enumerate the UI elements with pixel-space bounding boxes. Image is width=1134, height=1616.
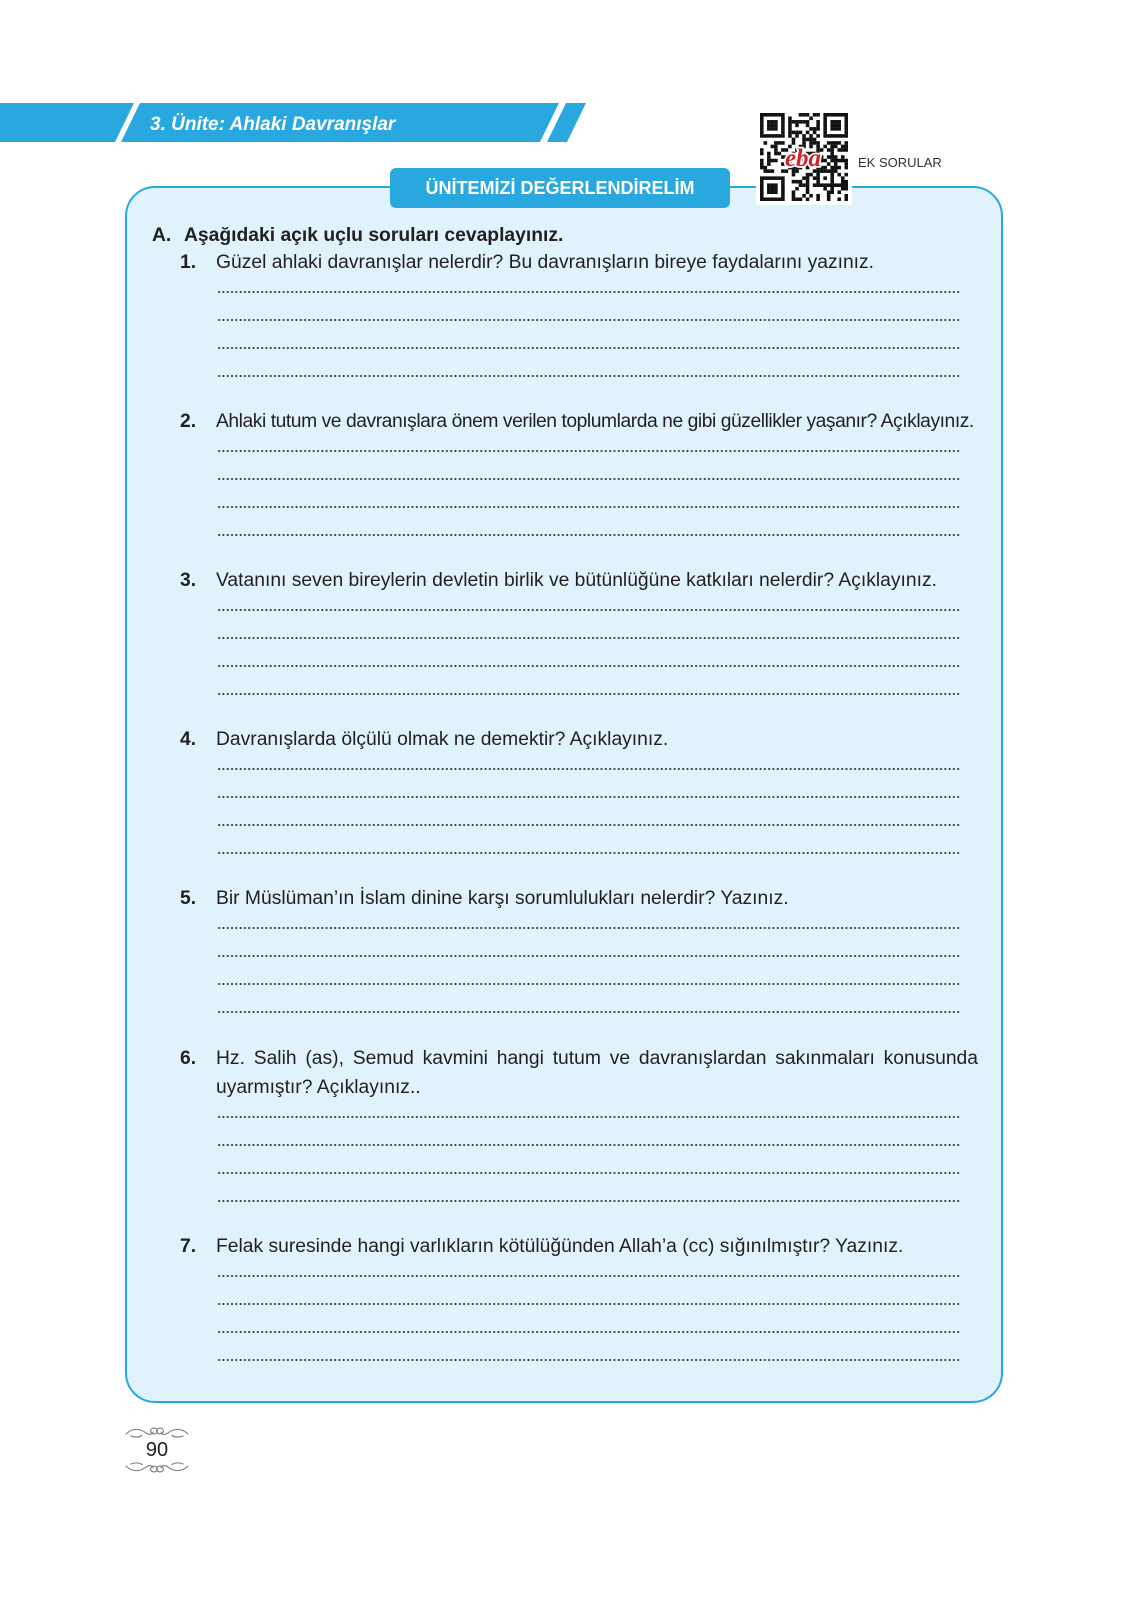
question-6 — [0, 1044, 1134, 1214]
answer-line — [217, 623, 960, 651]
question-number: 4. — [180, 729, 197, 750]
answer-lines — [217, 595, 960, 707]
answer-line — [217, 1186, 960, 1214]
answer-line — [217, 679, 960, 707]
question-text: Hz. Salih (as), Semud kavmini hangi tutum ve davranışlardan sakınmaları konusunda uyarmıştır? Açıklayınız.. — [216, 1048, 978, 1098]
qr-code — [756, 109, 852, 205]
question-1 — [0, 249, 1134, 389]
question-text: Ahlaki tutum ve davranışlara önem verilen toplumlarda ne gibi güzellikler yaşanır? Açıklayınız. — [216, 411, 974, 432]
answer-line — [217, 1158, 960, 1186]
answer-line — [217, 1261, 960, 1289]
answer-lines — [217, 1102, 960, 1214]
question-number: 2. — [180, 411, 197, 432]
question-text: Bir Müslüman’ın İslam dinine karşı sorumlulukları nelerdir? Yazınız. — [216, 888, 789, 909]
question-text: Davranışlarda ölçülü olmak ne demektir? Açıklayınız. — [216, 729, 669, 750]
answer-line — [217, 520, 960, 548]
eba-logo: eba — [784, 145, 822, 172]
part-heading — [0, 223, 1134, 249]
question-number: 1. — [180, 252, 197, 273]
question-text: Güzel ahlaki davranışlar nelerdir? Bu davranışların bireye faydalarını yazınız. — [216, 252, 875, 273]
question-number: 5. — [180, 888, 197, 909]
question-text: Vatanını seven bireylerin devletin birlik ve bütünlüğüne katkıları nelerdir? Açıklayınız. — [216, 570, 937, 591]
answer-line — [217, 1345, 960, 1373]
part-instruction: Aşağıdaki açık uçlu soruları cevaplayınız. — [184, 225, 564, 246]
answer-line — [217, 754, 960, 782]
answer-line — [217, 941, 960, 969]
answer-line — [217, 1130, 960, 1158]
answer-line — [217, 651, 960, 679]
answer-line — [217, 464, 960, 492]
answer-line — [217, 782, 960, 810]
page-number-block — [124, 1425, 190, 1475]
banner-left-segment — [0, 103, 134, 142]
answer-lines — [217, 754, 960, 866]
section-title: ÜNİTEMİZİ DEĞERLENDİRELİM — [390, 168, 730, 208]
answer-line — [217, 810, 960, 838]
answer-line — [217, 913, 960, 941]
question-number: 6. — [180, 1048, 197, 1069]
question-4 — [0, 726, 1134, 866]
question-text: Felak suresinde hangi varlıkların kötülüğünden Allah’a (cc) sığınılmıştır? Yazınız. — [216, 1236, 904, 1257]
answer-line — [217, 595, 960, 623]
ornament-bottom-icon — [124, 1461, 190, 1475]
answer-line — [217, 333, 960, 361]
question-number: 7. — [180, 1236, 197, 1257]
answer-line — [217, 969, 960, 997]
answer-line — [217, 277, 960, 305]
question-7 — [0, 1233, 1134, 1373]
answer-line — [217, 305, 960, 333]
answer-line — [217, 492, 960, 520]
question-number: 3. — [180, 570, 197, 591]
answer-lines — [217, 1261, 960, 1373]
answer-lines — [217, 913, 960, 1025]
question-5 — [0, 885, 1134, 1025]
question-list — [0, 223, 1134, 1392]
answer-line — [217, 361, 960, 389]
answer-line — [217, 1317, 960, 1345]
answer-lines — [217, 436, 960, 548]
question-3 — [0, 567, 1134, 707]
unit-title: 3. Ünite: Ahlaki Davranışlar — [150, 114, 396, 135]
answer-lines — [217, 277, 960, 389]
answer-line — [217, 1289, 960, 1317]
part-letter: A. — [152, 225, 172, 246]
question-2 — [0, 408, 1134, 548]
answer-line — [217, 997, 960, 1025]
answer-line — [217, 838, 960, 866]
qr-code-image — [760, 113, 848, 201]
page-number: 90 — [145, 1439, 169, 1461]
answer-line — [217, 436, 960, 464]
extra-questions-label: EK SORULAR — [858, 155, 942, 170]
answer-line — [217, 1102, 960, 1130]
ornament-top-icon — [124, 1425, 190, 1439]
